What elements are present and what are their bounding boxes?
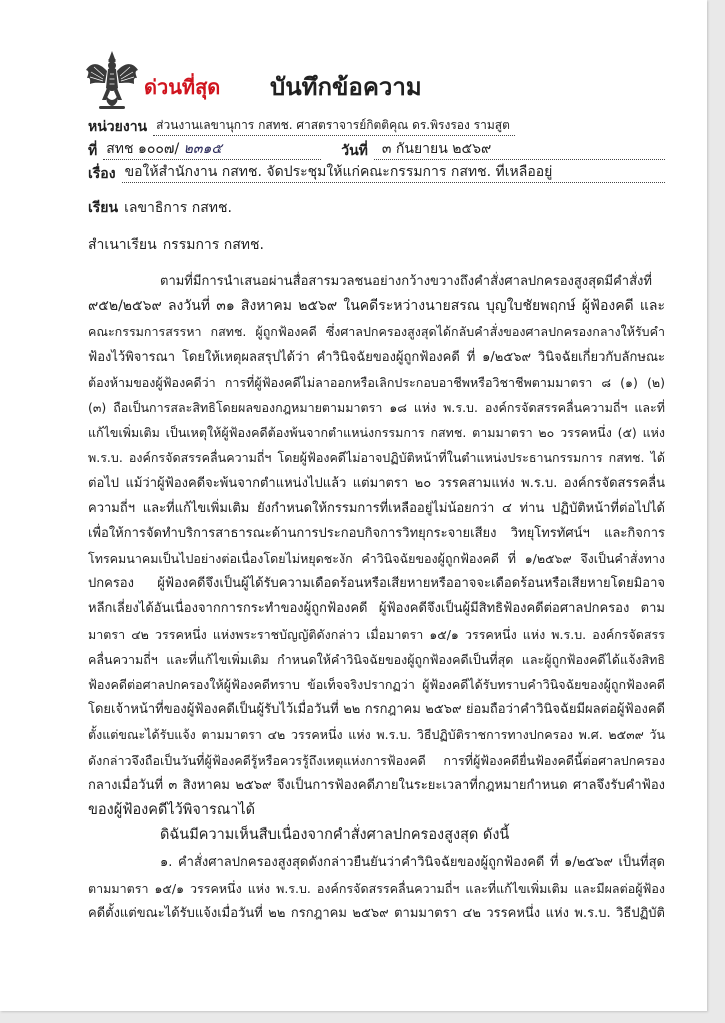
urgency-stamp: ด่วนที่สุด [144, 75, 221, 99]
ref-date-row [88, 138, 665, 160]
addressee-label: เรียน [88, 200, 119, 216]
body-line: คลื่นความถี่ฯ และที่แก้ไขเพิ่มเติม กำหนดให้คำวินิจฉัยของผู้ถูกฟ้องคดีเป็นที่สุด และผู้ถูกฟ้องคดีได้แจ้งสิทธิ [88, 651, 665, 667]
body-line: โทรคมนาคมเป็นไปอย่างต่อเนื่องโดยไม่หยุดชะงัก คำวินิจฉัยของผู้ถูกฟ้องคดี ที่ ๑/๒๕๖๙ จึงเป็นคำสั่งทาง [88, 551, 665, 567]
date-value: ๓ กันยายน ๒๕๖๙ [374, 140, 665, 160]
paragraph [88, 269, 665, 823]
paragraph [88, 850, 665, 926]
cc-value: กรรมการ กสทช. [162, 237, 264, 253]
garuda-emblem-icon [85, 50, 139, 112]
agency-label: หน่วยงาน [88, 119, 148, 135]
body-line: ดิฉันมีความเห็นสืบเนื่องจากคำสั่งศาลปกครองสูงสุด ดังนี้ [160, 827, 510, 844]
body-line: โดยเจ้าหน้าที่ของผู้ฟ้องคดีเป็นผู้รับไว้เมื่อวันที่ ๒๒ กรกฎาคม ๒๕๖๙ ย่อมถือว่าคำวินิจฉัยมีผลต่อผู้ฟ้องคดี [88, 702, 665, 718]
body-line: ๙๕๒/๒๕๖๙ ลงวันที่ ๓๑ สิงหาคม ๒๕๖๙ ในคดีระหว่างนายสรณ บุญใบชัยพฤกษ์ ผู้ฟ้องคดี และ [88, 298, 665, 315]
subject-row [88, 161, 665, 183]
body-line: คดีตั้งแต่ขณะได้รับแจ้งเมื่อวันที่ ๒๒ กรกฎาคม ๒๕๖๙ ตามมาตรา ๔๒ วรรคหนึ่ง แห่ง พ.ร.บ. วิธีปฏิบัติ [88, 905, 665, 921]
body-line: เพื่อให้การจัดทำบริการสาธารณะด้านการประกอบกิจการวิทยุกระจายเสียง วิทยุโทรทัศน์ฯ และกิจการ [88, 525, 665, 541]
date-label: วันที่ [341, 143, 368, 159]
body-line: ความถี่ฯ และที่แก้ไขเพิ่มเติม ยังกำหนดให้กรรมการที่เหลืออยู่ไม่น้อยกว่า ๔ ท่าน ปฏิบัติหน้าที่ต่อไปได้ [88, 500, 665, 516]
ref-number-handwritten: ๒๓๑๕ [183, 141, 222, 157]
body-line: ตั้งแต่ขณะได้รับแจ้ง ตามมาตรา ๔๒ วรรคหนึ่ง แห่ง พ.ร.บ. วิธีปฏิบัติราชการทางปกครอง พ.ศ. ๒๕๓๙ วัน [88, 727, 665, 743]
agency-row [88, 114, 665, 136]
subject-label: เรื่อง [88, 166, 116, 182]
cc-row [88, 232, 665, 254]
body-line: ต่อไป แม้ว่าผู้ฟ้องคดีจะพ้นจากตำแหน่งไปแล้ว แต่มาตรา ๒๐ วรรคสามแห่ง พ.ร.บ. องค์กรจัดสรรคลื่น [88, 475, 665, 491]
body-line: ต้องห้ามของผู้ฟ้องคดีว่า การที่ผู้ฟ้องคดีไม่ลาออกหรือเลิกประกอบอาชีพหรือวิชาชีพตามมาตรา ๘ (๑) (๒) [88, 374, 665, 390]
addressee-value: เลขาธิการ กสทช. [124, 200, 232, 216]
body-line: ของผู้ฟ้องคดีไว้พิจารณาได้ [88, 801, 256, 818]
paragraph [88, 823, 665, 848]
ref-label: ที่ [88, 143, 98, 159]
body-line: แก้ไขเพิ่มเติม เป็นเหตุให้ผู้ฟ้องคดีต้องพ้นจากตำแหน่งกรรมการ กสทช. ตามมาตรา ๒๐ วรรคหนึ่ง (๕) แห่ง [88, 425, 665, 441]
ref-value [103, 140, 321, 160]
memo-body [88, 269, 665, 926]
cc-label: สำเนาเรียน [88, 237, 157, 253]
body-line: (๓) ถือเป็นการสละสิทธิโดยผลของกฎหมายตามมาตรา ๑๘ แห่ง พ.ร.บ. องค์กรจัดสรรคลื่นความถี่ฯ และที่ [88, 399, 665, 415]
body-line: ตามที่มีการนำเสนอผ่านสื่อสารมวลชนอย่างกว้างขวางถึงคำสั่งศาลปกครองสูงสุดมีคำสั่งที่ [160, 274, 652, 289]
body-line: พ.ร.บ. องค์กรจัดสรรคลื่นความถี่ฯ โดยผู้ฟ้องคดีไม่อาจปฏิบัติหน้าที่ในตำแหน่งประธานกรรมการ กสทช. ได้ [88, 450, 665, 466]
body-line: ปกครอง ผู้ฟ้องคดีจึงเป็นผู้ได้รับความเดือดร้อนหรือเสียหายหรืออาจจะเดือดร้อนหรือเสียหายโดยมิอาจ [88, 576, 665, 592]
memo-title: บันทึกข้อความ [270, 73, 422, 101]
addressee-row [88, 195, 665, 217]
body-line: กลางเมื่อวันที่ ๓ สิงหาคม ๒๕๖๙ จึงเป็นการฟ้องคดีภายในระยะเวลาที่กฎหมายกำหนด ศาลจึงรับคำฟ้อง [88, 777, 665, 793]
body-line: ตามมาตรา ๑๕/๑ วรรคหนึ่ง แห่ง พ.ร.บ. องค์กรจัดสรรคลื่นความถี่ฯ และที่แก้ไขเพิ่มเติม และมีผลต่อผู้ฟ้อง [88, 880, 665, 896]
agency-value: ส่วนงานเลขานุการ กสทช. ศาสตราจารย์กิตติคุณ ดร.พิรงรอง รามสูต [153, 116, 515, 136]
body-line: มาตรา ๔๒ วรรคหนึ่ง แห่งพระราชบัญญัติดังกล่าว เมื่อมาตรา ๑๕/๑ วรรคหนึ่ง แห่ง พ.ร.บ. องค์กรจัดสรร [88, 626, 665, 642]
ref-prefix: สทช ๑๐๐๗/ [106, 141, 180, 157]
body-line: ฟ้องไว้พิจารณา โดยให้เหตุผลสรุปได้ว่า คำวินิจฉัยของผู้ถูกฟ้องคดี ที่ ๑/๒๕๖๙ วินิจฉัยเกี่ยวกับลักษณะ [88, 349, 665, 365]
subject-value: ขอให้สำนักงาน กสทช. จัดประชุมให้แก่คณะกรรมการ กสทช. ที่เหลืออยู่ [122, 163, 665, 183]
body-line: ๑. คำสั่งศาลปกครองสูงสุดดังกล่าวยืนยันว่าคำวินิจฉัยของผู้ถูกฟ้องคดี ที่ ๑/๒๕๖๙ เป็นที่สุด [160, 855, 665, 871]
body-line: หลีกเลี่ยงได้อันเนื่องจากการกระทำของผู้ถูกฟ้องคดี ผู้ฟ้องคดีจึงเป็นผู้มีสิทธิฟ้องคดีต่อศาลปกครอง ตาม [88, 601, 665, 617]
body-line: คณะกรรมการสรรหา กสทช. ผู้ถูกฟ้องคดี ซึ่งศาลปกครองสูงสุดได้กลับคำสั่งของศาลปกครองกลางให้รับคำ [88, 324, 665, 340]
body-line: ดังกล่าวจึงถือเป็นวันที่ผู้ฟ้องคดีรู้หรือควรรู้ถึงเหตุแห่งการฟ้องคดี การที่ผู้ฟ้องคดียื่นฟ้องคดีนี้ต่อศาลปกครอง [88, 752, 665, 768]
body-line: ฟ้องคดีต่อศาลปกครองให้ผู้ฟ้องคดีทราบ ข้อเท็จจริงปรากฏว่า ผู้ฟ้องคดีได้รับทราบคำวินิจฉัยของผู้ถูกฟ้องคดี [88, 677, 665, 692]
